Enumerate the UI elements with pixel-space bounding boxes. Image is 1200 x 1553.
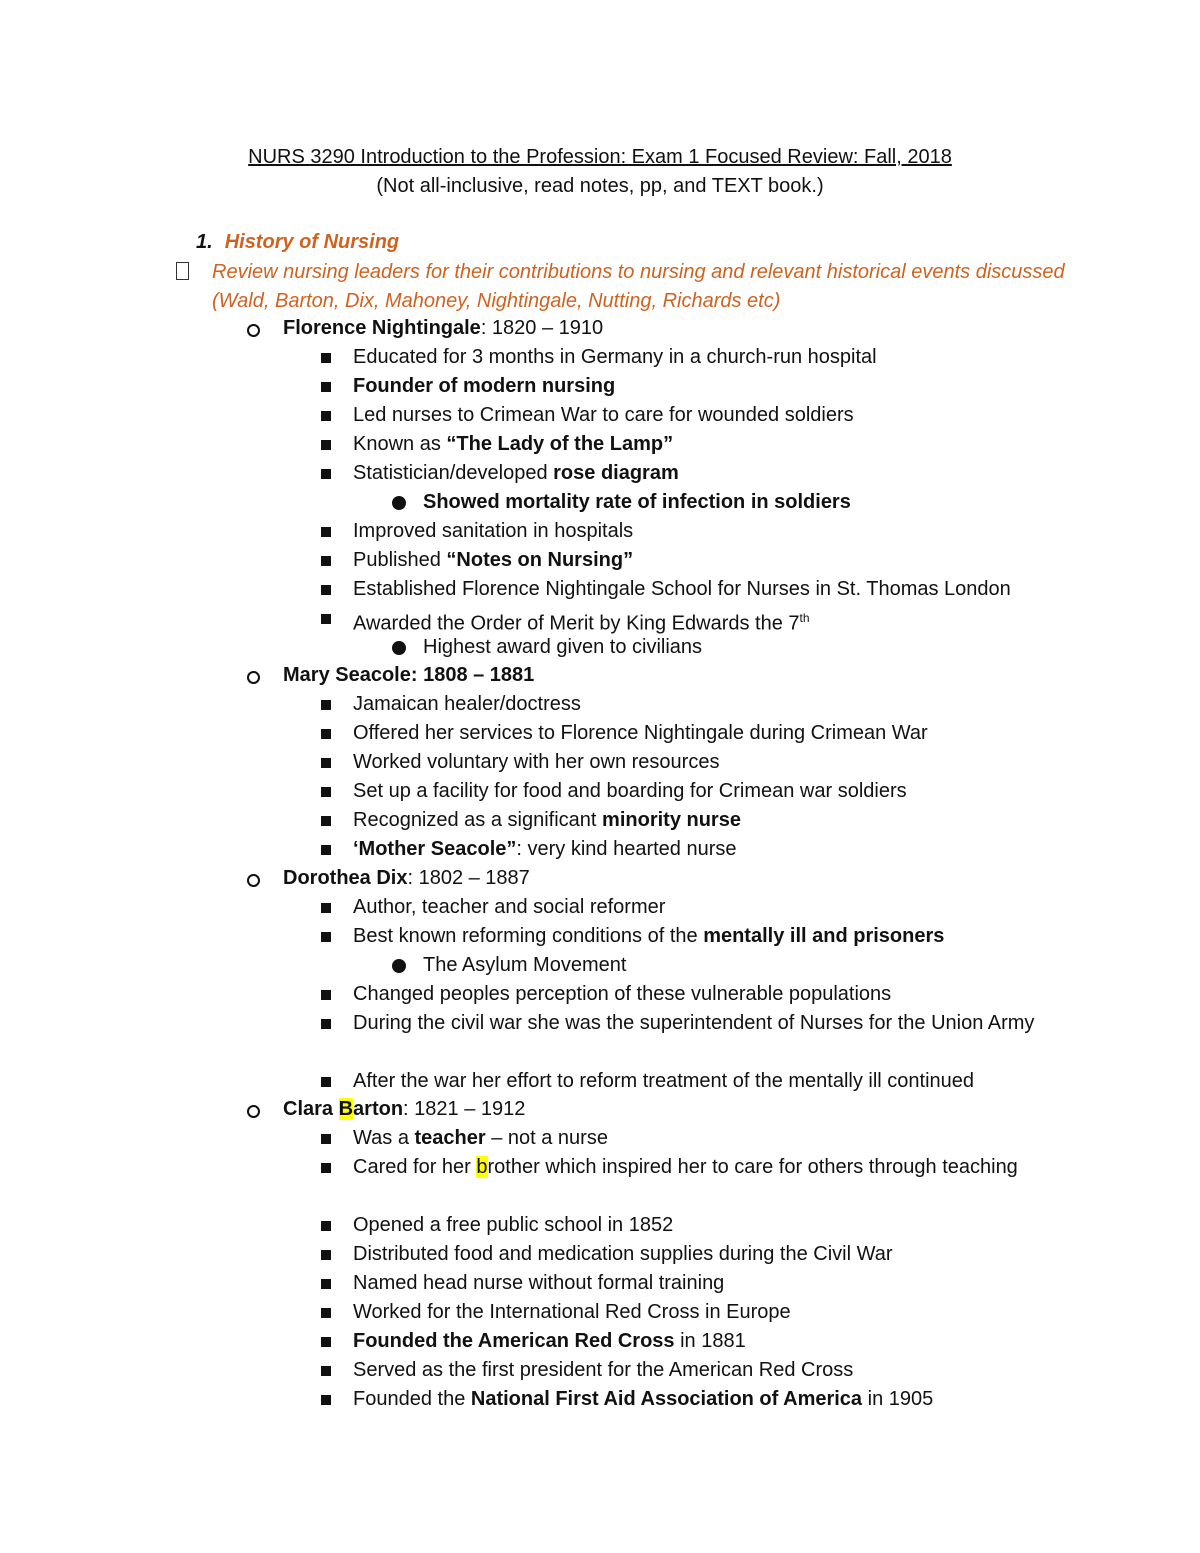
list-item: Author, teacher and social reformer — [353, 896, 666, 918]
list-item: Best known reforming conditions of the mentally ill and prisoners — [353, 925, 945, 947]
square-bullet-icon — [321, 1221, 331, 1231]
square-bullet-icon — [321, 585, 331, 595]
square-bullet-icon — [321, 1250, 331, 1260]
section-title: History of Nursing — [224, 231, 400, 253]
list-item: Recognized as a significant minority nurse — [353, 809, 741, 831]
square-bullet-icon — [321, 382, 331, 392]
list-item: Founded the National First Aid Association of America in 1905 — [353, 1388, 934, 1410]
sub-list-item: Highest award given to civilians — [423, 636, 703, 658]
list-item: Educated for 3 months in Germany in a church-run hospital — [353, 346, 877, 368]
square-bullet-icon — [321, 1279, 331, 1289]
square-bullet-icon — [321, 932, 331, 942]
square-bullet-icon — [321, 729, 331, 739]
review-instruction: Review nursing leaders for their contributions to nursing and relevant historical events discussed (Wald, Barton, Dix, Mahoney, Nightingale, Nutting, Richards etc) — [212, 261, 1065, 312]
square-bullet-icon — [321, 845, 331, 855]
square-bullet-icon — [321, 700, 331, 710]
circle-bullet-icon — [247, 324, 260, 337]
sub-list-item: Showed mortality rate of infection in soldiers — [423, 491, 851, 513]
square-bullet-icon — [321, 353, 331, 363]
checkbox-glyph-icon — [176, 262, 189, 280]
document-title: NURS 3290 Introduction to the Profession: Exam 1 Focused Review: Fall, 2018 — [248, 146, 952, 168]
list-item: Jamaican healer/doctress — [353, 693, 581, 715]
square-bullet-icon — [321, 1337, 331, 1347]
leader-heading: Clara Barton: 1821 – 1912 — [283, 1098, 526, 1120]
square-bullet-icon — [321, 411, 331, 421]
circle-bullet-icon — [247, 874, 260, 887]
square-bullet-icon — [321, 1019, 331, 1029]
square-bullet-icon — [321, 903, 331, 913]
circle-bullet-icon — [247, 671, 260, 684]
list-item: Cared for her brother which inspired her to care for others through teaching — [353, 1156, 1018, 1178]
list-item: Served as the first president for the American Red Cross — [353, 1359, 854, 1381]
list-item: Worked voluntary with her own resources — [353, 751, 720, 773]
list-item: Published “Notes on Nursing” — [353, 549, 634, 571]
square-bullet-icon — [321, 469, 331, 479]
document-subtitle: (Not all-inclusive, read notes, pp, and TEXT book.) — [376, 175, 824, 197]
leader-heading: Dorothea Dix: 1802 – 1887 — [283, 867, 530, 889]
square-bullet-icon — [321, 787, 331, 797]
list-item: Named head nurse without formal training — [353, 1272, 725, 1294]
list-item: Opened a free public school in 1852 — [353, 1214, 674, 1236]
list-item: Offered her services to Florence Nightingale during Crimean War — [353, 722, 928, 744]
list-item: ‘Mother Seacole”: very kind hearted nurse — [353, 838, 737, 860]
list-item: Established Florence Nightingale School for Nurses in St. Thomas London — [353, 578, 1011, 600]
list-item: Worked for the International Red Cross in Europe — [353, 1301, 791, 1323]
list-item: Founded the American Red Cross in 1881 — [353, 1330, 746, 1352]
square-bullet-icon — [321, 1308, 331, 1318]
square-bullet-icon — [321, 614, 331, 624]
sub-list-item: The Asylum Movement — [423, 954, 627, 976]
list-item: Awarded the Order of Merit by King Edwards the 7th — [353, 611, 810, 635]
section-number: 1. — [196, 231, 213, 253]
square-bullet-icon — [321, 1366, 331, 1376]
list-item: Led nurses to Crimean War to care for wounded soldiers — [353, 404, 854, 426]
list-item: Changed peoples perception of these vulnerable populations — [353, 983, 892, 1005]
dot-bullet-icon — [392, 959, 406, 973]
leader-heading: Florence Nightingale: 1820 – 1910 — [283, 317, 604, 339]
square-bullet-icon — [321, 527, 331, 537]
list-item: Improved sanitation in hospitals — [353, 520, 634, 542]
square-bullet-icon — [321, 816, 331, 826]
list-item: After the war her effort to reform treatment of the mentally ill continued — [353, 1070, 975, 1092]
list-item: Was a teacher – not a nurse — [353, 1127, 608, 1149]
square-bullet-icon — [321, 1077, 331, 1087]
list-item: Known as “The Lady of the Lamp” — [353, 433, 674, 455]
list-item: Set up a facility for food and boarding for Crimean war soldiers — [353, 780, 907, 802]
leader-heading: Mary Seacole: 1808 – 1881 — [283, 664, 535, 686]
list-item: During the civil war she was the superintendent of Nurses for the Union Army — [353, 1012, 1035, 1034]
dot-bullet-icon — [392, 496, 406, 510]
square-bullet-icon — [321, 556, 331, 566]
square-bullet-icon — [321, 1134, 331, 1144]
square-bullet-icon — [321, 440, 331, 450]
list-item: Founder of modern nursing — [353, 375, 616, 397]
square-bullet-icon — [321, 990, 331, 1000]
list-item: Statistician/developed rose diagram — [353, 462, 679, 484]
square-bullet-icon — [321, 1395, 331, 1405]
square-bullet-icon — [321, 758, 331, 768]
dot-bullet-icon — [392, 641, 406, 655]
circle-bullet-icon — [247, 1105, 260, 1118]
section-heading — [196, 228, 399, 256]
list-item: Distributed food and medication supplies during the Civil War — [353, 1243, 893, 1265]
square-bullet-icon — [321, 1163, 331, 1173]
